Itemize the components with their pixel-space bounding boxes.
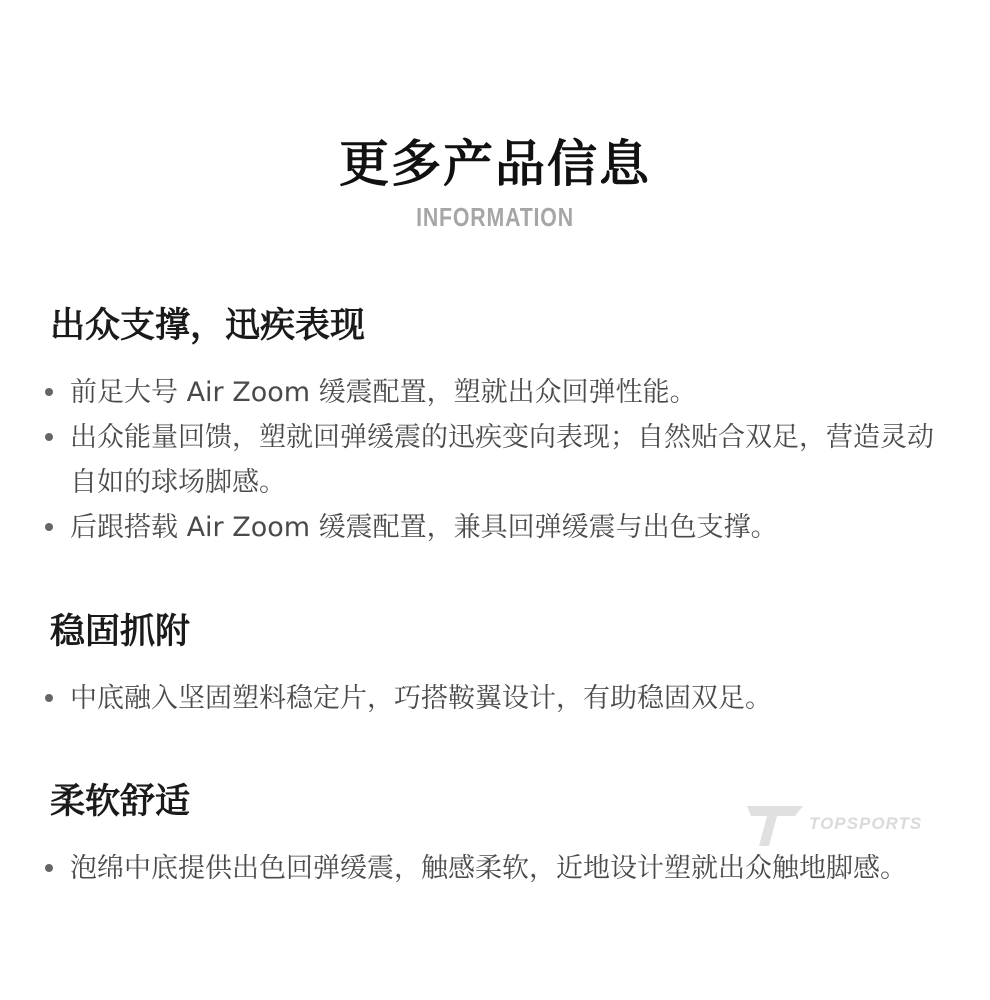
- list-item-text: 出众能量回馈，塑就回弹缓震的迅疾变向表现；自然贴合双足，营造灵动自如的球场脚感。: [70, 422, 934, 498]
- bullet-dot-icon: [45, 523, 53, 531]
- section-support: [50, 302, 950, 550]
- bullet-list: [50, 370, 950, 550]
- section-heading: 柔软舒适: [50, 782, 191, 822]
- list-item-text: 中底融入坚固塑料稳定片，巧搭鞍翼设计，有助稳固双足。: [70, 683, 772, 714]
- list-item-text: 前足大号 Air Zoom 缓震配置，塑就出众回弹性能。: [70, 377, 697, 408]
- list-item: [50, 676, 950, 721]
- section-grip: [50, 608, 950, 721]
- bullet-dot-icon: [45, 433, 53, 441]
- list-item: [50, 505, 950, 550]
- topsports-logo-icon: [745, 802, 805, 850]
- page-subtitle: INFORMATION: [416, 202, 574, 232]
- bullet-list: [50, 676, 950, 721]
- section-heading: 稳固抓附: [50, 612, 191, 652]
- watermark-text: TOPSPORTS: [809, 814, 923, 833]
- bullet-dot-icon: [45, 864, 53, 872]
- list-item: [50, 415, 950, 505]
- list-item-text: 后跟搭载 Air Zoom 缓震配置，兼具回弹缓震与出色支撑。: [70, 512, 778, 543]
- topsports-watermark: [745, 802, 935, 852]
- bullet-dot-icon: [45, 388, 53, 396]
- list-item: [50, 370, 950, 415]
- page-title: 更多产品信息: [339, 135, 651, 193]
- list-item-text: 泡绵中底提供出色回弹缓震，触感柔软，近地设计塑就出众触地脚感。: [70, 853, 907, 884]
- bullet-dot-icon: [45, 694, 53, 702]
- list-item: [50, 846, 950, 891]
- bullet-list: [50, 846, 950, 891]
- page-header: [0, 132, 990, 234]
- section-heading: 出众支撑，迅疾表现: [50, 306, 366, 346]
